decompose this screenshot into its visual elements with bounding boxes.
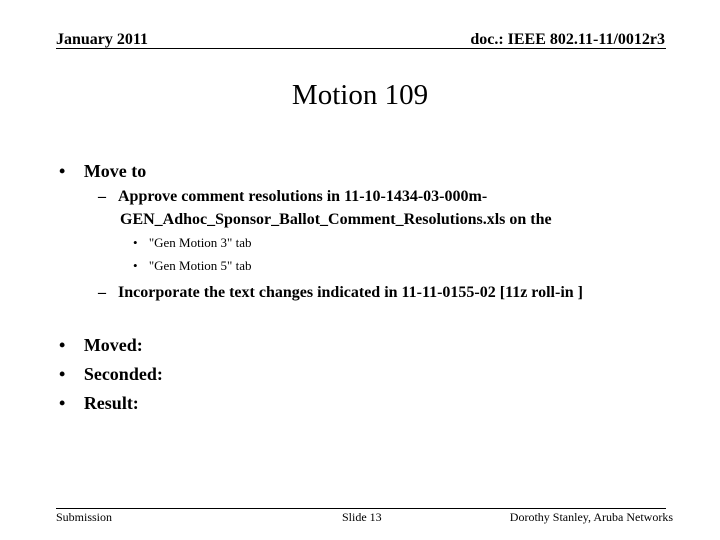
slide-title: Motion 109: [291, 79, 429, 111]
approve-text-line1: Approve comment resolutions in 11-10-1434-03-000m-: [118, 188, 488, 205]
dash-marker: –: [98, 284, 106, 301]
bullet-result: [59, 393, 139, 414]
bullet-moved: [59, 335, 143, 356]
sub-sub-bullet-tab2: [133, 258, 252, 274]
bullet-dot: •: [133, 258, 138, 273]
bullet-move-to: [59, 161, 146, 182]
bullet-dot: •: [59, 364, 66, 384]
tab2-text: "Gen Motion 5" tab: [148, 258, 252, 273]
sub-sub-bullet-tab1: [133, 235, 252, 251]
footer-author: Dorothy Stanley, Aruba Networks: [509, 510, 673, 524]
sub-bullet-incorporate: [98, 284, 583, 302]
dash-marker: –: [98, 188, 106, 205]
bullet-seconded: [59, 364, 163, 385]
bullet-dot: •: [133, 235, 138, 250]
bullet-dot: •: [59, 161, 66, 181]
header-date: January 2011: [56, 31, 149, 48]
seconded-label: Seconded:: [83, 364, 163, 384]
bullet-dot: •: [59, 393, 66, 413]
header-rule: [56, 48, 666, 49]
sub-bullet-approve-line1: [98, 188, 487, 206]
incorporate-text: Incorporate the text changes indicated in 11-11-0155-02 [11z roll-in ]: [118, 284, 583, 301]
footer-rule: [56, 508, 666, 509]
result-label: Result:: [83, 393, 139, 413]
header-doc-id: doc.: IEEE 802.11-11/0012r3: [470, 31, 665, 48]
approve-text-line2: GEN_Adhoc_Sponsor_Ballot_Comment_Resolutions.xls on the: [120, 211, 552, 228]
footer-submission: Submission: [56, 510, 113, 524]
footer-slide-number: Slide 13: [342, 510, 382, 524]
move-to-label: Move to: [83, 161, 147, 181]
moved-label: Moved:: [83, 335, 143, 355]
tab1-text: "Gen Motion 3" tab: [148, 235, 252, 250]
bullet-dot: •: [59, 335, 66, 355]
